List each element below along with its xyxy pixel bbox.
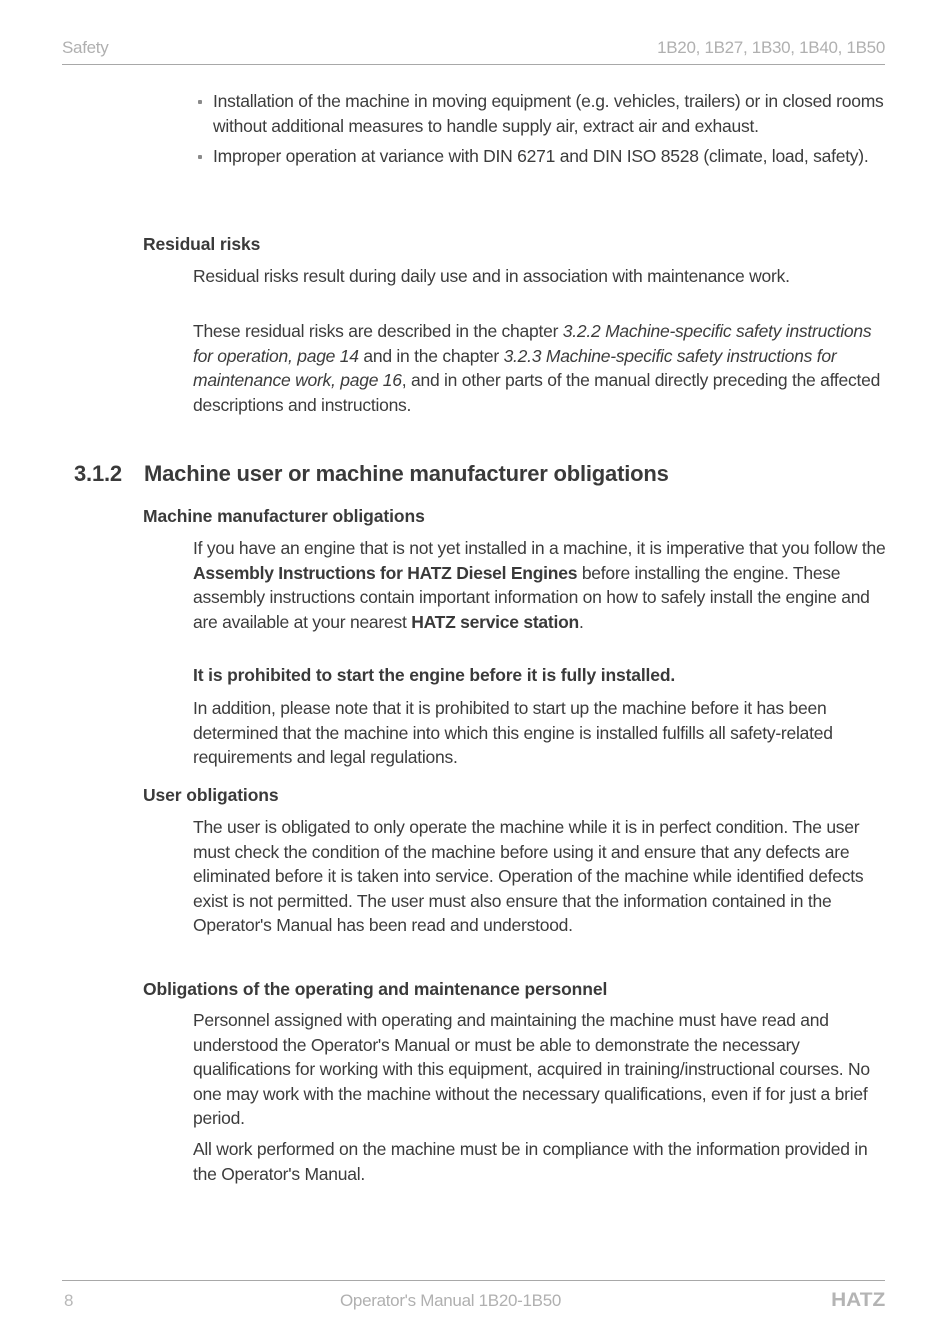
text-run: These residual risks are described in the chapter xyxy=(193,321,563,341)
misuse-bullet-list xyxy=(196,89,886,175)
bullet-icon xyxy=(198,155,202,159)
page-number: 8 xyxy=(64,1291,74,1310)
hatz-logo: HATZ xyxy=(830,1290,885,1311)
personnel-obligations-heading: Obligations of the operating and maintenance personnel xyxy=(143,979,608,999)
installation-warning: It is prohibited to start the engine before it is fully installed. xyxy=(193,665,676,685)
text-run: . xyxy=(578,611,584,632)
bullet-text: Improper operation at variance with DIN 6271 and DIN ISO 8528 (climate, load, safety). xyxy=(213,146,869,167)
residual-risks-paragraph-1: Residual risks result during daily use and in association with maintenance work. xyxy=(193,266,790,286)
header-section-label: Safety xyxy=(62,38,109,57)
service-station-emphasis: HATZ service station xyxy=(411,611,579,632)
text-run: and in the chapter xyxy=(358,345,504,366)
bullet-icon xyxy=(198,100,202,104)
user-obligations-heading: User obligations xyxy=(143,785,279,805)
text-run: , and in other parts of the manual directly preceding the affected descriptions and instructions. xyxy=(193,370,881,415)
header-model-list: 1B20, 1B27, 1B30, 1B40, 1B50 xyxy=(657,38,885,57)
residual-risks-heading: Residual risks xyxy=(143,234,261,254)
section-number: 3.1.2 xyxy=(74,461,122,486)
manual-title: Operator's Manual 1B20-1B50 xyxy=(340,1291,562,1310)
assembly-instructions-emphasis: Assembly Instructions for HATZ Diesel Engines xyxy=(193,562,578,583)
personnel-obligations-paragraph-2: All work performed on the machine must be in compliance with the information provided in the Operator's Manual. xyxy=(193,1139,868,1184)
bullet-text: Installation of the machine in moving equipment (e.g. vehicles, trailers) or in closed rooms without additional measures to handle supply air, extract air and exhaust. xyxy=(213,91,884,136)
bullet-item xyxy=(196,144,886,169)
residual-risks-paragraph-2 xyxy=(193,319,888,417)
section-title-text: Machine user or machine manufacturer obligations xyxy=(144,461,669,486)
text-run: before installing the engine. These assembly instructions contain important information on how to safely install the engine and are available at your nearest xyxy=(193,562,870,632)
page-footer xyxy=(62,1280,885,1321)
personnel-obligations-paragraph-1: Personnel assigned with operating and maintaining the machine must have read and understood the Operator's Manual or must be able to demonstrate the necessary qualifications for working with this equipment, acquired in training/instructional courses. No one may work with the machine without the necessary qualifications, even if for just a brief period. xyxy=(193,1010,870,1129)
chapter-reference-link[interactable]: 3.2.2 Machine-specific safety instructions for operation, page 14 xyxy=(193,321,872,366)
user-obligations-paragraph: The user is obligated to only operate the machine while it is in perfect condition. The user must check the condition of the machine before using it and ensure that any defects are eliminated before it is taken into service. Operation of the machine while identified defects exist is not permitted. The user must also ensure that the information contained in the Operator's Manual has been read and understood. xyxy=(193,817,864,936)
manufacturer-obligations-paragraph xyxy=(193,536,888,634)
bullet-item xyxy=(196,89,886,138)
manufacturer-obligations-paragraph-2: In addition, please note that it is prohibited to start up the machine before it has been determined that the machine into which this engine is installed fulfills all safety-related requirements and legal regulations. xyxy=(193,698,833,768)
text-run: If you have an engine that is not yet installed in a machine, it is imperative that you follow the xyxy=(193,538,886,558)
manufacturer-obligations-heading: Machine manufacturer obligations xyxy=(143,506,425,526)
section-title xyxy=(74,461,669,487)
chapter-reference-link[interactable]: 3.2.3 Machine-specific safety instructions for maintenance work, page 16 xyxy=(193,345,837,391)
page-header xyxy=(62,34,885,65)
